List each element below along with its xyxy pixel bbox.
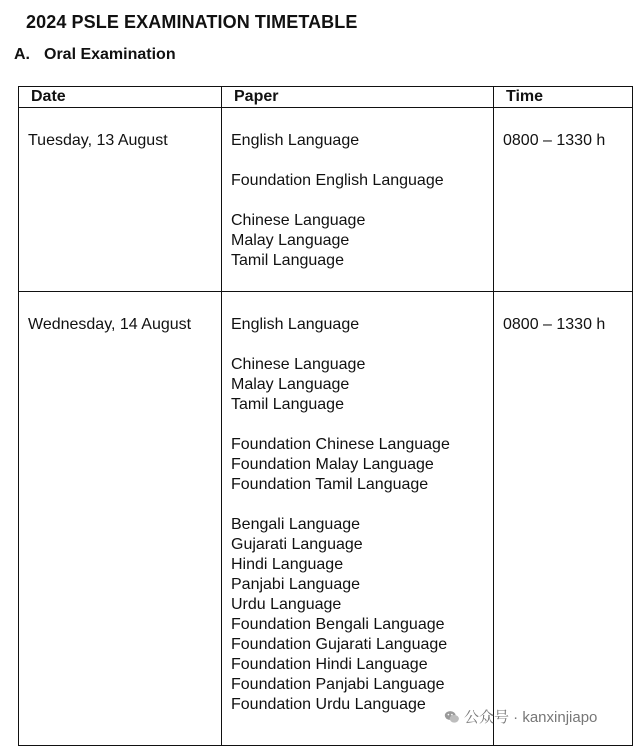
- paper-item: Bengali Language: [231, 516, 361, 533]
- paper-group: [231, 171, 485, 191]
- paper-item: Urdu Language: [231, 596, 342, 613]
- document-title: 2024 PSLE EXAMINATION TIMETABLE: [26, 12, 358, 32]
- timetable: [18, 86, 633, 746]
- paper-cell: [222, 108, 494, 292]
- paper-group: [231, 211, 485, 271]
- paper-item: Foundation Panjabi Language: [231, 676, 445, 693]
- paper-item: Foundation Gujarati Language: [231, 636, 448, 653]
- paper-item: Tamil Language: [231, 252, 344, 269]
- paper-header: Paper: [222, 87, 494, 108]
- table-row: [19, 292, 633, 746]
- time-cell: 0800 – 1330 h: [494, 292, 633, 746]
- date-cell: Wednesday, 14 August: [19, 292, 222, 746]
- paper-item: Hindi Language: [231, 556, 344, 573]
- paper-group: [231, 435, 485, 495]
- paper-item: Foundation Tamil Language: [231, 476, 429, 493]
- paper-item: Chinese Language: [231, 212, 366, 229]
- section-heading: [14, 46, 176, 64]
- paper-item: Gujarati Language: [231, 536, 363, 553]
- paper-item: Foundation Malay Language: [231, 456, 434, 473]
- paper-item: Foundation Chinese Language: [231, 436, 450, 453]
- paper-group: [231, 355, 485, 415]
- paper-item: Foundation Bengali Language: [231, 616, 445, 633]
- paper-item: Malay Language: [231, 232, 350, 249]
- table-row: [19, 108, 633, 292]
- paper-item: Panjabi Language: [231, 576, 361, 593]
- paper-item: Foundation Hindi Language: [231, 656, 428, 673]
- wechat-icon: [444, 709, 460, 725]
- watermark: [444, 706, 597, 727]
- paper-item: Foundation Urdu Language: [231, 696, 426, 713]
- section-title: Oral Examination: [44, 46, 176, 63]
- paper-item: Chinese Language: [231, 356, 366, 373]
- paper-item: English Language: [231, 132, 360, 149]
- date-cell: Tuesday, 13 August: [19, 108, 222, 292]
- table-header-row: [19, 87, 633, 108]
- time-header: Time: [494, 87, 633, 108]
- time-cell: 0800 – 1330 h: [494, 108, 633, 292]
- paper-group: [231, 515, 485, 715]
- paper-group: [231, 315, 485, 335]
- paper-item: Tamil Language: [231, 396, 344, 413]
- paper-item: English Language: [231, 316, 360, 333]
- date-header: Date: [19, 87, 222, 108]
- paper-item: Malay Language: [231, 376, 350, 393]
- section-letter: A.: [14, 46, 30, 63]
- paper-group: [231, 131, 485, 151]
- watermark-text: 公众号 · kanxinjiapo: [464, 709, 598, 726]
- paper-item: Foundation English Language: [231, 172, 444, 189]
- paper-cell: [222, 292, 494, 746]
